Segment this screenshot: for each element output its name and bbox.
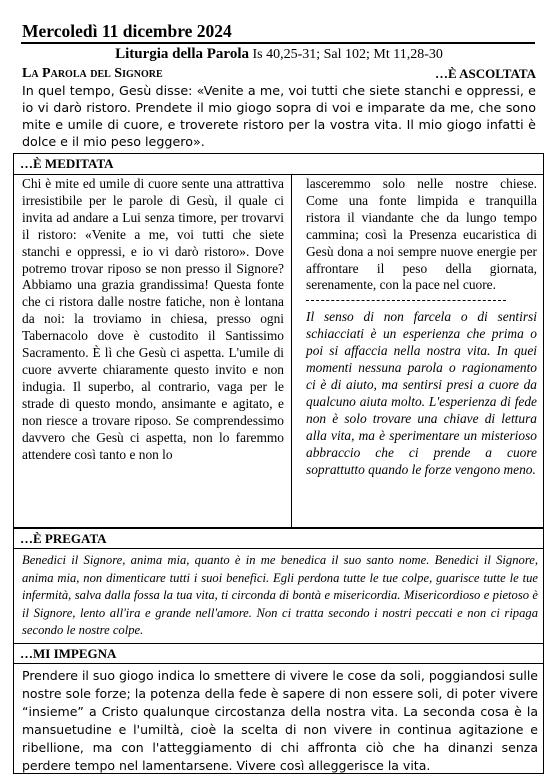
pregata-right-border [543,548,544,644]
parola-heading: La Parola del Signore [22,66,163,81]
impegna-right-border [543,663,544,773]
parola-heading-row [22,66,536,82]
date-title: Mercoledì 11 dicembre 2024 [22,21,232,41]
impegna-left-border [13,663,14,773]
bottom-border [13,773,544,774]
meditata-left-column: Chi è mite ed umile di cuore sente una attrattiva irresistibile per le parole di Gesù, il quale ci invita ad andare a Lui senza timore, per trovarvi il ristoro: «Venite a me, voi tutti che siete stanchi e oppressi, e io vi darò ristoro». Dove potremo trovar riposo se non presso il Signore? Abbiamo una grazia grandissima! Questa fonte che ci ristora dalle nostre fatiche, non è lontana da noi: la troviamo in chiesa, presso ogni Tabernacolo dove è custodito il Santissimo Sacramento. È lì che Gesù ci aspetta. L'umile di cuore avverte chiaramente questo invito e non indugia. Il superbo, al contrario, vaga per le strade di questo mondo, ansimante e agitato, e non riesce a trovare riposo. Se comprendessimo davvero che Gesù ci aspetta, non lo faremmo attendere così tanto e non lo [22,176,284,462]
meditata-right-column [306,176,537,478]
liturgy-header [22,45,536,64]
meditata-right-text: lasceremmo solo nelle nostre chiese. Come una fonte limpida e tranquilla ristora il viandante che da lungo tempo cammina; così la Presenza eucaristica di Gesù dona a noi sempre nuove energie per affrontare il peso della giornata, serenamente, con la pace nel cuore. [306,176,537,293]
meditata-header-box [13,153,544,175]
column-divider [291,174,292,528]
header-rule [21,42,535,44]
liturgy-title: Liturgia della Parola [115,46,249,62]
impegna-header-box [13,643,544,664]
meditata-reflection: Il senso di non farcela o di sentirsi schiacciati è un esperienza che prima o poi si affaccia nella nostra vita. In quei momenti nessuna parola o ragionamento ci è di aiuto, ma sentirsi presi a cuore da qualcuno aiuta molto. L'esperienza di fede non è solo trovare una chiave di lettura alla vita, ma è sperimentare un misterioso abbraccio che ci prende a cuore soprattutto quando le forze vengono meno. [306,309,537,477]
pregata-heading: …È PREGATA [20,531,107,546]
pregata-header-box [13,528,544,549]
impegna-heading: …MI IMPEGNA [20,646,117,661]
pregata-prayer-text: Benedici il Signore, anima mia, quanto è in me benedica il suo santo nome. Benedici il Signore, anima mia, non dimenticare tutti i suoi benefici. Egli perdona tutte le tue colpe, guarisce tutte le tue infermità, salva dalla fossa la tua vita, ti circonda di bontà e misericordia. Misericordioso e pietoso è il Signore, lento all'ira e grande nell'amore. Non ci tratta secondo i nostri peccati e non ci ripaga secondo le nostre colpe. [22,553,538,637]
impegna-text: Prendere il suo giogo indica lo smettere di vivere le cose da soli, poggiandosi sulle nostre sole forze; la potenza della fede è sapere di non essere soli, di poter vivere “insieme” a Cristo qualunque circostanza della nostra vita. La seconda cosa è la mansuetudine e l'umiltà, cioè la scelta di non vivere in continua agitazione e ribellione, ma con l'atteggiamento di chi affronta ciò che ha dinanzi senza perdere tempo nel lamentarsene. Vivere così alleggerisce la vita. [22,668,538,773]
dashed-separator [306,300,506,301]
pregata-left-border [13,548,14,644]
readings-reference: Is 40,25-31; Sal 102; Mt 11,28-30 [252,47,443,62]
ascoltata-heading: …È ASCOLTATA [434,66,536,81]
gospel-text: In quel tempo, Gesù disse: «Venite a me, voi tutti che siete stanchi e oppressi, e io vi darò ristoro. Prendete il mio giogo sopra di voi e imparate da me, che sono mite e umile di cuore, e troverete ristoro per la vostra vita. Il mio giogo infatti è dolce e il mio peso leggero». [22,83,536,149]
meditata-heading: …È MEDITATA [20,156,114,171]
